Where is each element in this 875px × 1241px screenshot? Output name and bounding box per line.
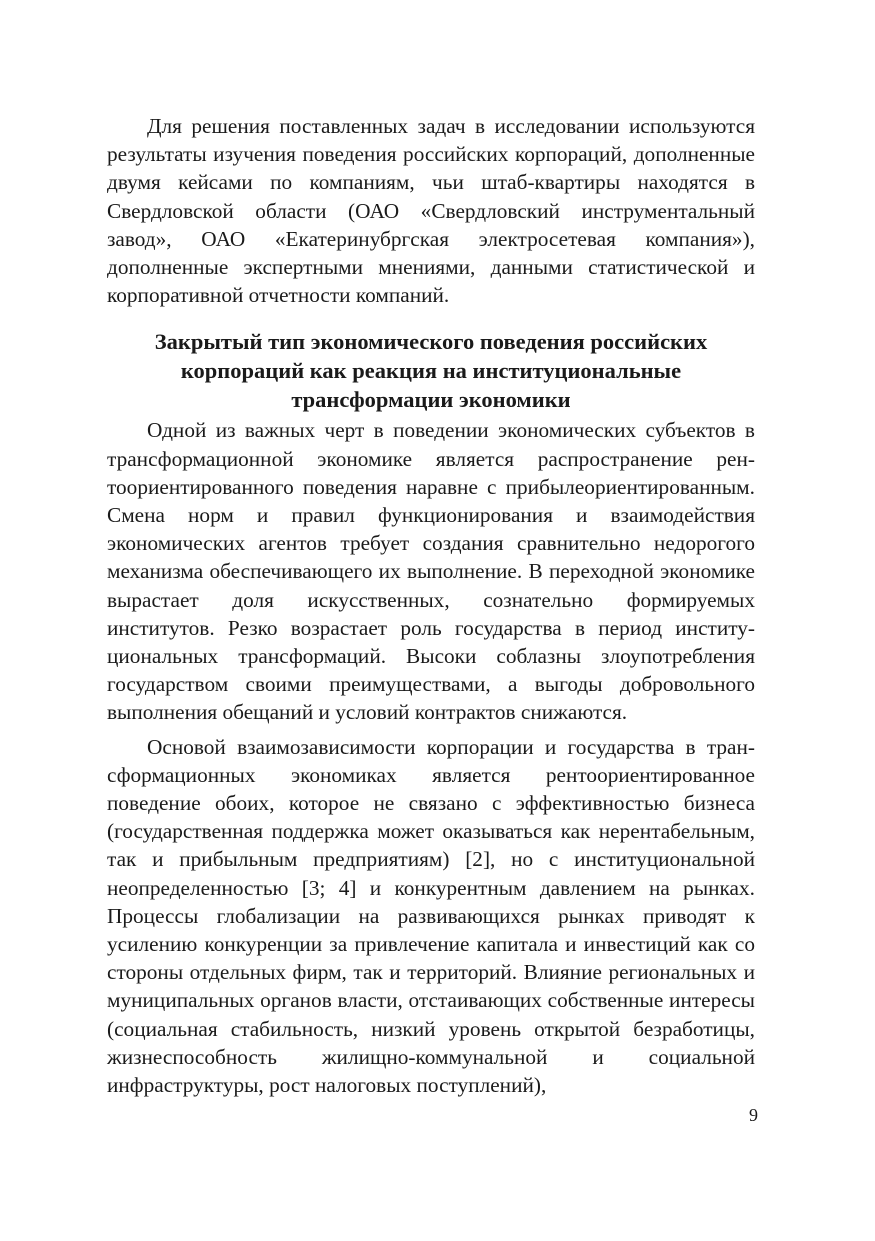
intro-paragraph: Для решения поставленных задач в исследовании используются результаты изучения поведения российских корпораций, дополненные двумя кейсами по компаниям, чьи штаб-квартиры находятся в Свердловской области (ОАО «Свердловский инструментальный завод», ОАО «Екатеринубргская электросетевая компания»), дополненные экспертными мнениями, данными статистической и корпоративной отчетности компаний. [107,114,755,308]
body-paragraph-2: Основой взаимозависимости корпорации и государства в трансформационных экономиках является рентоориентированное поведение обоих, которое не связано с эффективностью бизнеса (государственная поддержка может оказываться как нерентабельным, так и прибыльным предприятиям) [2], но с институциональной неопределенностью [3; 4] и конкурентным давлением на рынках. Процессы глобализации на развивающихся рынках приводят к усилению конкуренции за привлечение капитала и инвестиций как со стороны отдельных фирм, так и территорий. Влияние региональных и муниципальных органов власти, отстаивающих собственные интересы (социальная стабильность, низкий уровень открытой безработицы, жизнеспособность жилищно-коммунальной и социальной инфраструктуры, рост налоговых поступлений), [107,734,755,1098]
section-heading [107,327,755,414]
page-number: 9 [749,1105,758,1125]
section-heading-line-1: Закрытый тип экономического поведения российских [154,329,708,355]
body-paragraph-1: Одной из важных черт в поведении экономических субъектов в трансформационной экономике является распространение рентоориентированного поведения наравне с прибылеориентированным. Смена норм и правил функционирования и взаимодействия экономических агентов требует создания сравнительно недорогого механизма обеспечивающего их выполнение. В переходной экономике вырастает доля искусственных, сознательно формируемых институтов. Резко возрастает роль государства в период институциональных трансформаций. Высоки соблазны злоупотребления государством своими преимуществами, а выгоды добровольного выполнения обещаний и условий контрактов снижаются. [107,418,755,725]
section-heading-line-3: трансформации экономики [291,387,571,413]
page-content [107,112,755,1099]
section-heading-line-2: корпораций как реакция на институциональные [180,358,682,384]
